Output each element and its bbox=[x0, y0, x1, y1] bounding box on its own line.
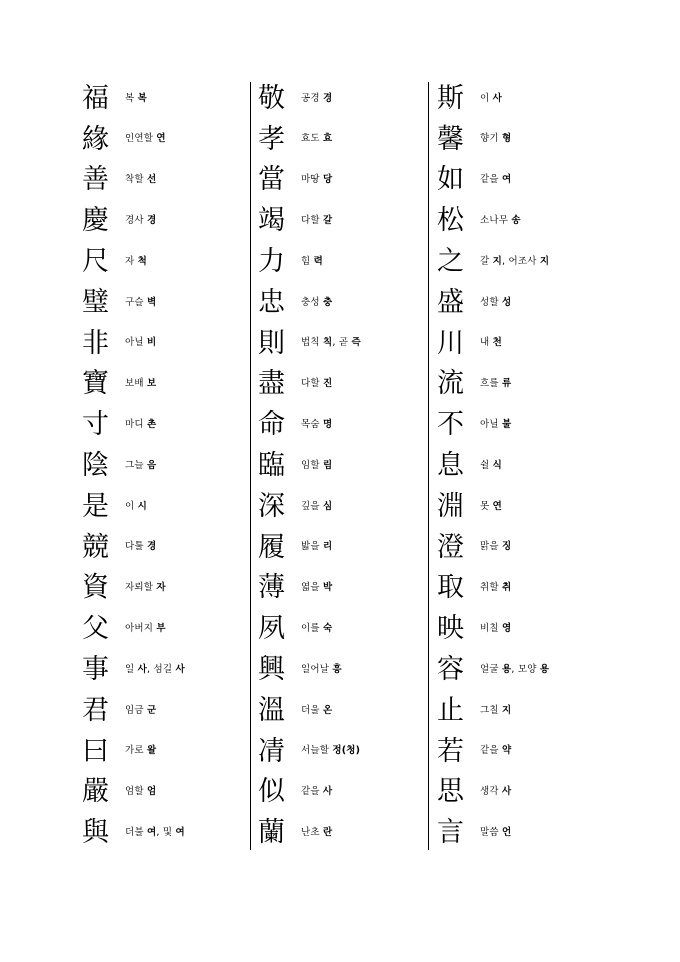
hanja-character: 敬 bbox=[258, 82, 285, 114]
hanja-gloss bbox=[480, 175, 511, 185]
meaning-text: 아닐 bbox=[480, 419, 499, 431]
meaning-text: 임할 bbox=[301, 459, 320, 471]
hanja-character: 馨 bbox=[437, 123, 464, 155]
hanja-entry bbox=[258, 200, 433, 241]
hanja-character: 競 bbox=[82, 531, 109, 563]
hanja-entry bbox=[437, 445, 612, 486]
hanja-gloss bbox=[125, 216, 156, 226]
hanja-character: 不 bbox=[437, 409, 464, 441]
hanja-character: 善 bbox=[82, 164, 109, 196]
sound-text: 형 bbox=[502, 133, 512, 145]
hanja-character: 川 bbox=[437, 327, 464, 359]
hanja-entry bbox=[258, 486, 433, 527]
hanja-entry bbox=[82, 690, 257, 731]
hanja-entry bbox=[82, 282, 257, 323]
hanja-character: 容 bbox=[437, 654, 464, 686]
hanja-gloss bbox=[125, 542, 156, 552]
meaning-text: 맑을 bbox=[480, 541, 499, 553]
sound-text: 칙 bbox=[323, 337, 333, 349]
sound-text: 군 bbox=[147, 704, 157, 716]
sound-text: 여 bbox=[147, 826, 157, 838]
hanja-gloss: 일 사, 섬길 사 bbox=[125, 663, 185, 675]
extra-sound-text: 지 bbox=[539, 255, 550, 267]
hanja-column-1 bbox=[82, 78, 257, 853]
hanja-entry bbox=[82, 404, 257, 445]
hanja-gloss bbox=[125, 746, 156, 756]
sound-text: 사 bbox=[137, 663, 148, 675]
meaning-text: 내 bbox=[480, 337, 490, 349]
hanja-gloss bbox=[125, 583, 166, 593]
hanja-entry bbox=[258, 78, 433, 119]
hanja-character: 似 bbox=[258, 776, 285, 808]
meaning-text: 못 bbox=[480, 500, 490, 512]
extra-sound-text: 즉 bbox=[351, 337, 361, 349]
hanja-gloss bbox=[480, 624, 511, 634]
sound-text: 진 bbox=[323, 378, 333, 390]
hanja-gloss bbox=[125, 420, 156, 430]
hanja-character: 斯 bbox=[437, 82, 464, 114]
sound-text: 흥 bbox=[332, 663, 342, 675]
meaning-text: 같을 bbox=[480, 745, 499, 757]
hanja-entry bbox=[437, 731, 612, 772]
hanja-character: 澄 bbox=[437, 531, 464, 563]
hanja-character: 力 bbox=[258, 246, 285, 278]
hanja-gloss bbox=[301, 583, 332, 593]
hanja-gloss bbox=[125, 257, 147, 267]
sound-text: 척 bbox=[137, 255, 148, 267]
extra-sound-text: 용 bbox=[539, 663, 550, 675]
meaning-text: 보배 bbox=[125, 378, 144, 390]
hanja-character: 非 bbox=[82, 327, 109, 359]
hanja-entry bbox=[258, 527, 433, 568]
hanja-character: 淵 bbox=[437, 490, 464, 522]
hanja-gloss: 갈 지, 어조사 지 bbox=[480, 255, 550, 267]
hanja-column-3 bbox=[437, 78, 612, 853]
hanja-entry bbox=[82, 731, 257, 772]
meaning-text: 다할 bbox=[301, 378, 320, 390]
sound-text: 사 bbox=[492, 92, 503, 104]
hanja-character: 則 bbox=[258, 327, 285, 359]
hanja-character: 陰 bbox=[82, 450, 109, 482]
sound-text: 부 bbox=[156, 623, 166, 634]
sound-text: 연 bbox=[156, 133, 166, 145]
hanja-character: 盡 bbox=[258, 368, 285, 400]
hanja-entry bbox=[258, 119, 433, 160]
hanja-character: 凊 bbox=[258, 735, 285, 767]
meaning-text: 아닐 bbox=[125, 337, 144, 349]
sound-text: 리 bbox=[323, 541, 333, 553]
hanja-gloss bbox=[301, 624, 332, 634]
hanja-character: 溫 bbox=[258, 694, 285, 726]
sound-text: 자 bbox=[156, 582, 166, 594]
sound-text: 지 bbox=[502, 704, 512, 716]
hanja-entry bbox=[258, 323, 433, 364]
meaning-text: 가로 bbox=[125, 745, 144, 757]
hanja-gloss bbox=[480, 746, 511, 756]
hanja-character: 與 bbox=[82, 817, 109, 849]
hanja-character: 竭 bbox=[258, 205, 285, 237]
meaning-text: 목숨 bbox=[301, 419, 320, 431]
hanja-gloss bbox=[301, 787, 332, 797]
hanja-gloss bbox=[480, 502, 502, 512]
hanja-character: 若 bbox=[437, 735, 464, 767]
hanja-gloss bbox=[480, 134, 511, 144]
meaning-text: 비칠 bbox=[480, 623, 499, 634]
sound-text: 식 bbox=[492, 459, 503, 471]
meaning-text: 같을 bbox=[301, 786, 320, 798]
hanja-entry bbox=[258, 160, 433, 201]
meaning-text: 이를 bbox=[301, 623, 320, 634]
hanja-character: 松 bbox=[437, 205, 464, 237]
sound-text: 지 bbox=[492, 255, 503, 267]
extra-meaning-text: 섬길 bbox=[153, 663, 173, 675]
sound-text: 사 bbox=[502, 786, 512, 798]
sound-text: 림 bbox=[323, 459, 333, 471]
sound-text: 경 bbox=[323, 92, 333, 104]
hanja-gloss: 얼굴 용, 모양 용 bbox=[480, 663, 550, 675]
sound-text: 벽 bbox=[147, 296, 157, 308]
hanja-entry bbox=[82, 486, 257, 527]
meaning-text: 취할 bbox=[480, 582, 499, 594]
sound-text: 란 bbox=[323, 826, 333, 838]
meaning-text: 말씀 bbox=[480, 826, 499, 838]
sound-text: 취 bbox=[502, 582, 512, 594]
meaning-text: 복 bbox=[125, 92, 135, 104]
hanja-character: 息 bbox=[437, 450, 464, 482]
sound-text: 언 bbox=[502, 826, 512, 838]
hanja-gloss bbox=[301, 257, 323, 267]
sound-text: 성 bbox=[502, 296, 512, 308]
hanja-gloss bbox=[125, 134, 166, 144]
hanja-character: 蘭 bbox=[258, 817, 285, 849]
hanja-gloss bbox=[301, 665, 342, 675]
hanja-entry bbox=[258, 690, 433, 731]
hanja-character: 臨 bbox=[258, 450, 285, 482]
hanja-entry bbox=[437, 690, 612, 731]
meaning-text: 임금 bbox=[125, 704, 144, 716]
hanja-entry bbox=[437, 568, 612, 609]
hanja-entry bbox=[437, 200, 612, 241]
sound-text: 징 bbox=[502, 541, 512, 553]
hanja-gloss bbox=[480, 298, 511, 308]
extra-meaning-text: 곧 bbox=[338, 337, 349, 349]
sound-text: 력 bbox=[313, 255, 324, 267]
hanja-gloss: 더불 여, 및 여 bbox=[125, 826, 185, 838]
hanja-entry bbox=[82, 364, 257, 405]
extra-sound-text: 여 bbox=[175, 826, 185, 838]
hanja-character: 言 bbox=[437, 817, 464, 849]
sound-text: 정(청) bbox=[332, 745, 361, 757]
hanja-entry bbox=[258, 568, 433, 609]
hanja-gloss bbox=[480, 461, 502, 471]
hanja-character: 資 bbox=[82, 572, 109, 604]
hanja-entry bbox=[437, 527, 612, 568]
meaning-text: 그칠 bbox=[480, 704, 499, 716]
hanja-gloss bbox=[480, 706, 511, 716]
meaning-text: 마디 bbox=[125, 419, 144, 431]
hanja-gloss bbox=[301, 502, 332, 512]
hanja-character: 如 bbox=[437, 164, 464, 196]
hanja-character: 父 bbox=[82, 613, 109, 645]
hanja-entry bbox=[82, 119, 257, 160]
sound-text: 류 bbox=[502, 378, 512, 390]
meaning-text: 생각 bbox=[480, 786, 499, 798]
hanja-gloss bbox=[301, 828, 332, 838]
meaning-text: 성할 bbox=[480, 296, 499, 308]
meaning-text: 쉴 bbox=[480, 459, 490, 471]
meaning-text: 법칙 bbox=[301, 337, 320, 349]
hanja-character: 映 bbox=[437, 613, 464, 645]
hanja-gloss bbox=[301, 216, 332, 226]
hanja-character: 流 bbox=[437, 368, 464, 400]
hanja-entry bbox=[258, 608, 433, 649]
meaning-text: 서늘할 bbox=[301, 745, 330, 757]
extra-meaning-text: 어조사 bbox=[508, 255, 537, 267]
hanja-character: 薄 bbox=[258, 572, 285, 604]
hanja-entry bbox=[82, 160, 257, 201]
hanja-gloss bbox=[125, 175, 156, 185]
hanja-gloss bbox=[125, 461, 156, 471]
hanja-entry bbox=[437, 323, 612, 364]
sound-text: 박 bbox=[323, 582, 333, 594]
hanja-character: 璧 bbox=[82, 286, 109, 318]
hanja-character: 忠 bbox=[258, 286, 285, 318]
meaning-text: 같을 bbox=[480, 174, 499, 186]
hanja-gloss bbox=[301, 134, 332, 144]
sound-text: 영 bbox=[502, 623, 512, 634]
hanja-character: 事 bbox=[82, 654, 109, 686]
hanja-gloss bbox=[125, 502, 147, 512]
hanja-entry bbox=[82, 445, 257, 486]
hanja-character: 命 bbox=[258, 409, 285, 441]
hanja-entry bbox=[82, 78, 257, 119]
sound-text: 약 bbox=[502, 745, 512, 757]
hanja-character: 是 bbox=[82, 490, 109, 522]
sound-text: 송 bbox=[511, 215, 521, 227]
hanja-character: 當 bbox=[258, 164, 285, 196]
meaning-text: 충성 bbox=[301, 296, 320, 308]
meaning-text: 더울 bbox=[301, 704, 320, 716]
hanja-entry bbox=[437, 78, 612, 119]
meaning-text: 구슬 bbox=[125, 296, 144, 308]
meaning-text: 흐를 bbox=[480, 378, 499, 390]
hanja-gloss bbox=[301, 746, 360, 756]
hanja-gloss bbox=[480, 379, 511, 389]
hanja-gloss bbox=[480, 787, 511, 797]
meaning-text: 착할 bbox=[125, 174, 144, 186]
sound-text: 천 bbox=[492, 337, 503, 349]
sound-text: 불 bbox=[502, 419, 512, 431]
sound-text: 경 bbox=[147, 215, 157, 227]
hanja-gloss bbox=[301, 461, 332, 471]
meaning-text: 자 bbox=[125, 255, 135, 267]
sound-text: 경 bbox=[147, 541, 157, 553]
hanja-entry bbox=[258, 812, 433, 853]
hanja-entry bbox=[437, 282, 612, 323]
hanja-character: 寶 bbox=[82, 368, 109, 400]
hanja-gloss bbox=[480, 542, 511, 552]
hanja-entry bbox=[437, 649, 612, 690]
hanja-entry bbox=[82, 200, 257, 241]
hanja-gloss bbox=[301, 298, 332, 308]
sound-text: 갈 bbox=[323, 215, 333, 227]
meaning-text: 이 bbox=[480, 92, 490, 104]
hanja-gloss bbox=[125, 298, 156, 308]
sound-text: 명 bbox=[323, 419, 333, 431]
hanja-gloss bbox=[480, 94, 502, 104]
hanja-gloss bbox=[480, 216, 521, 226]
meaning-text: 난초 bbox=[301, 826, 320, 838]
hanja-gloss bbox=[480, 338, 502, 348]
sound-text: 촌 bbox=[147, 419, 157, 431]
sound-text: 온 bbox=[323, 704, 333, 716]
sound-text: 엄 bbox=[147, 786, 157, 798]
hanja-entry bbox=[258, 364, 433, 405]
meaning-text: 일 bbox=[125, 663, 135, 675]
meaning-text: 소나무 bbox=[480, 215, 509, 227]
hanja-entry bbox=[437, 241, 612, 282]
sound-text: 심 bbox=[323, 500, 333, 512]
hanja-entry bbox=[437, 608, 612, 649]
extra-meaning-text: 모양 bbox=[517, 663, 537, 675]
sound-text: 보 bbox=[147, 378, 157, 390]
hanja-entry bbox=[82, 772, 257, 813]
sound-text: 연 bbox=[492, 500, 503, 512]
hanja-gloss bbox=[125, 379, 156, 389]
meaning-text: 갈 bbox=[480, 255, 490, 267]
sound-text: 선 bbox=[147, 174, 157, 186]
hanja-character: 孝 bbox=[258, 123, 285, 155]
hanja-character: 福 bbox=[82, 82, 109, 114]
hanja-entry bbox=[82, 608, 257, 649]
hanja-entry bbox=[82, 323, 257, 364]
hanja-entry bbox=[258, 241, 433, 282]
hanja-entry bbox=[258, 404, 433, 445]
sound-text: 용 bbox=[502, 663, 512, 675]
hanja-gloss bbox=[480, 828, 511, 838]
hanja-gloss bbox=[125, 338, 156, 348]
hanja-entry bbox=[82, 241, 257, 282]
hanja-character: 慶 bbox=[82, 205, 109, 237]
extra-meaning-text: 및 bbox=[162, 826, 173, 838]
hanja-entry bbox=[437, 772, 612, 813]
hanja-gloss bbox=[301, 542, 332, 552]
hanja-gloss bbox=[301, 420, 332, 430]
meaning-text: 엄할 bbox=[125, 786, 144, 798]
sound-text: 충 bbox=[323, 296, 333, 308]
meaning-text: 자뢰할 bbox=[125, 582, 154, 594]
hanja-gloss bbox=[301, 706, 332, 716]
meaning-text: 인연할 bbox=[125, 133, 154, 145]
hanja-entry bbox=[437, 404, 612, 445]
meaning-text: 다툴 bbox=[125, 541, 144, 553]
hanja-gloss bbox=[480, 583, 511, 593]
hanja-character: 夙 bbox=[258, 613, 285, 645]
hanja-entry bbox=[82, 568, 257, 609]
hanja-character: 興 bbox=[258, 654, 285, 686]
sound-text: 효 bbox=[323, 133, 333, 145]
hanja-entry bbox=[437, 812, 612, 853]
hanja-entry bbox=[258, 282, 433, 323]
meaning-text: 이 bbox=[125, 500, 135, 512]
hanja-character: 思 bbox=[437, 776, 464, 808]
hanja-character: 緣 bbox=[82, 123, 109, 155]
hanja-entry bbox=[437, 486, 612, 527]
meaning-text: 더불 bbox=[125, 826, 144, 838]
hanja-gloss bbox=[480, 420, 511, 430]
sound-text: 복 bbox=[137, 92, 148, 104]
hanja-character: 取 bbox=[437, 572, 464, 604]
hanja-entry bbox=[258, 445, 433, 486]
meaning-text: 그늘 bbox=[125, 459, 144, 471]
hanja-entry bbox=[258, 731, 433, 772]
hanja-gloss bbox=[125, 624, 166, 634]
sound-text: 비 bbox=[147, 337, 157, 349]
meaning-text: 일어날 bbox=[301, 663, 330, 675]
hanja-character: 之 bbox=[437, 246, 464, 278]
hanja-character: 曰 bbox=[82, 735, 109, 767]
hanja-character: 止 bbox=[437, 694, 464, 726]
hanja-gloss bbox=[301, 379, 332, 389]
extra-sound-text: 사 bbox=[175, 663, 185, 675]
hanja-entry bbox=[82, 527, 257, 568]
hanja-character: 君 bbox=[82, 694, 109, 726]
hanja-entry bbox=[82, 812, 257, 853]
hanja-character: 履 bbox=[258, 531, 285, 563]
hanja-entry bbox=[82, 649, 257, 690]
hanja-character: 寸 bbox=[82, 409, 109, 441]
hanja-entry bbox=[437, 364, 612, 405]
hanja-gloss bbox=[301, 175, 332, 185]
hanja-gloss bbox=[125, 706, 156, 716]
hanja-entry bbox=[437, 160, 612, 201]
meaning-text: 엷을 bbox=[301, 582, 320, 594]
meaning-text: 힘 bbox=[301, 255, 311, 267]
hanja-entry bbox=[437, 119, 612, 160]
meaning-text: 밟을 bbox=[301, 541, 320, 553]
hanja-entry bbox=[258, 772, 433, 813]
sound-text: 음 bbox=[147, 459, 157, 471]
sound-text: 숙 bbox=[323, 623, 333, 634]
hanja-character: 嚴 bbox=[82, 776, 109, 808]
sound-text: 여 bbox=[502, 174, 512, 186]
sound-text: 사 bbox=[323, 786, 333, 798]
hanja-gloss bbox=[125, 787, 156, 797]
hanja-character: 深 bbox=[258, 490, 285, 522]
hanja-gloss: 법칙 칙, 곧 즉 bbox=[301, 337, 361, 349]
sound-text: 시 bbox=[137, 500, 148, 512]
meaning-text: 효도 bbox=[301, 133, 320, 145]
meaning-text: 경사 bbox=[125, 215, 144, 227]
hanja-column-2 bbox=[258, 78, 433, 853]
meaning-text: 마땅 bbox=[301, 174, 320, 186]
meaning-text: 공경 bbox=[301, 92, 320, 104]
hanja-character: 尺 bbox=[82, 246, 109, 278]
hanja-gloss bbox=[301, 94, 332, 104]
meaning-text: 향기 bbox=[480, 133, 499, 145]
hanja-entry bbox=[258, 649, 433, 690]
hanja-character: 盛 bbox=[437, 286, 464, 318]
meaning-text: 아버지 bbox=[125, 623, 154, 634]
sound-text: 왈 bbox=[147, 745, 157, 757]
sound-text: 당 bbox=[323, 174, 333, 186]
hanja-gloss bbox=[125, 94, 147, 104]
meaning-text: 얼굴 bbox=[480, 663, 499, 675]
meaning-text: 다할 bbox=[301, 215, 320, 227]
meaning-text: 깊을 bbox=[301, 500, 320, 512]
